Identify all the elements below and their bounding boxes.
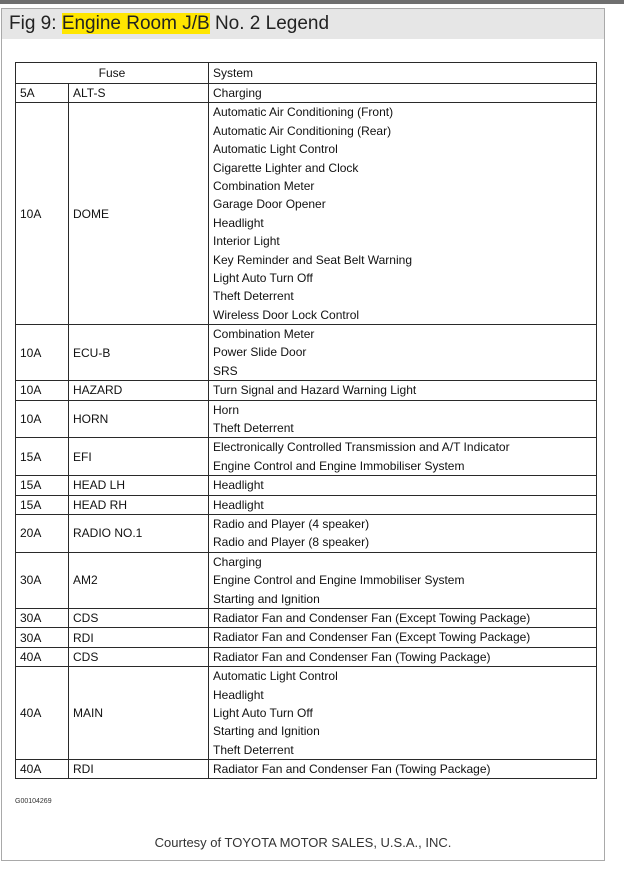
system-item: Radiator Fan and Condenser Fan (Except Towing Package) <box>213 630 531 645</box>
table-row <box>16 495 597 514</box>
system-item: Starting and Ignition <box>213 724 320 739</box>
system-list <box>209 495 597 514</box>
fuse-name: RDI <box>69 760 209 779</box>
table-row <box>16 381 597 400</box>
system-list <box>209 667 597 760</box>
fuse-amperage: 10A <box>16 381 69 400</box>
system-item: Radio and Player (4 speaker) <box>213 516 370 531</box>
table-row <box>16 514 597 552</box>
top-bar <box>0 0 624 4</box>
figure-title-highlight: Engine Room J/B <box>61 13 210 34</box>
system-item: Headlight <box>213 687 264 702</box>
fuse-amperage: 10A <box>16 325 69 381</box>
system-list <box>209 760 597 779</box>
system-list <box>209 103 597 325</box>
fuse-amperage: 30A <box>16 608 69 627</box>
system-item: Headlight <box>213 215 264 230</box>
fuse-legend-table <box>15 62 597 779</box>
system-item: Cigarette Lighter and Clock <box>213 160 359 175</box>
system-list <box>209 84 597 103</box>
system-item: Radiator Fan and Condenser Fan (Towing Package) <box>213 762 491 777</box>
system-item: Automatic Light Control <box>213 142 338 157</box>
system-list <box>209 514 597 552</box>
system-list <box>209 628 597 647</box>
figure-title-suffix: No. 2 Legend <box>209 13 330 34</box>
table-row <box>16 476 597 495</box>
table-row <box>16 325 597 381</box>
fuse-amperage: 30A <box>16 628 69 647</box>
fuse-name: CDS <box>69 647 209 666</box>
fuse-name: AM2 <box>69 552 209 608</box>
system-item: Light Auto Turn Off <box>213 270 313 285</box>
system-item: Engine Control and Engine Immobiliser System <box>213 458 465 473</box>
figure-title <box>2 9 604 39</box>
system-list <box>209 325 597 381</box>
fuse-amperage: 10A <box>16 400 69 438</box>
fuse-amperage: 10A <box>16 103 69 325</box>
fuse-name: HEAD RH <box>69 495 209 514</box>
table-header-row <box>16 63 597 84</box>
table-row <box>16 400 597 438</box>
fuse-amperage: 30A <box>16 552 69 608</box>
system-item: SRS <box>213 363 238 378</box>
system-item: Radiator Fan and Condenser Fan (Except Towing Package) <box>213 610 531 625</box>
system-item: Electronically Controlled Transmission and A/T Indicator <box>213 440 510 455</box>
system-item: Charging <box>213 86 262 100</box>
system-list <box>209 647 597 666</box>
system-item: Key Reminder and Seat Belt Warning <box>213 252 412 267</box>
figure-title-prefix: Fig 9: <box>9 13 62 34</box>
fuse-name: EFI <box>69 438 209 476</box>
system-item: Radiator Fan and Condenser Fan (Towing Package) <box>213 649 491 664</box>
table-row <box>16 628 597 647</box>
fuse-amperage: 40A <box>16 667 69 760</box>
fuse-name: HAZARD <box>69 381 209 400</box>
table-body <box>16 84 597 779</box>
system-item: Power Slide Door <box>213 345 307 360</box>
courtesy-credit: Courtesy of TOYOTA MOTOR SALES, U.S.A., INC. <box>154 835 452 850</box>
system-list <box>209 381 597 400</box>
table-row <box>16 84 597 103</box>
fuse-name: RDI <box>69 628 209 647</box>
document-id: G00104269 <box>15 798 52 805</box>
system-item: Charging <box>213 554 262 569</box>
fuse-name: MAIN <box>69 667 209 760</box>
table-row <box>16 438 597 476</box>
fuse-amperage: 5A <box>16 84 69 103</box>
system-item: Theft Deterrent <box>213 289 294 304</box>
fuse-column-header: Fuse <box>16 63 209 84</box>
fuse-name: RADIO NO.1 <box>69 514 209 552</box>
system-item: Automatic Light Control <box>213 669 338 684</box>
fuse-name: CDS <box>69 608 209 627</box>
fuse-amperage: 15A <box>16 438 69 476</box>
system-item: Interior Light <box>213 234 280 249</box>
fuse-name: ALT-S <box>69 84 209 103</box>
fuse-amperage: 40A <box>16 760 69 779</box>
system-item: Light Auto Turn Off <box>213 705 313 720</box>
system-item: Radio and Player (8 speaker) <box>213 535 370 550</box>
system-list <box>209 400 597 438</box>
system-item: Horn <box>213 402 240 417</box>
system-item: Automatic Air Conditioning (Rear) <box>213 123 392 138</box>
fuse-amperage: 40A <box>16 647 69 666</box>
system-item: Turn Signal and Hazard Warning Light <box>213 383 417 398</box>
system-item: Automatic Air Conditioning (Front) <box>213 105 394 120</box>
fuse-amperage: 20A <box>16 514 69 552</box>
system-item: Starting and Ignition <box>213 591 320 606</box>
fuse-name: ECU-B <box>69 325 209 381</box>
figure-frame <box>1 8 605 861</box>
system-list <box>209 476 597 495</box>
system-item: Headlight <box>213 497 264 512</box>
system-list <box>209 608 597 627</box>
fuse-amperage: 15A <box>16 476 69 495</box>
table-row <box>16 760 597 779</box>
fuse-name: HORN <box>69 400 209 438</box>
system-item: Wireless Door Lock Control <box>213 307 360 322</box>
fuse-name: HEAD LH <box>69 476 209 495</box>
table-row <box>16 647 597 666</box>
system-item: Theft Deterrent <box>213 421 294 436</box>
table-row <box>16 667 597 760</box>
system-item: Combination Meter <box>213 178 315 193</box>
system-list <box>209 438 597 476</box>
system-item: Headlight <box>213 478 264 493</box>
system-column-header: System <box>209 63 597 84</box>
fuse-amperage: 15A <box>16 495 69 514</box>
fuse-name: DOME <box>69 103 209 325</box>
table-row <box>16 608 597 627</box>
system-list <box>209 552 597 608</box>
system-item: Engine Control and Engine Immobiliser System <box>213 573 465 588</box>
table-row <box>16 103 597 325</box>
table-row <box>16 552 597 608</box>
system-item: Combination Meter <box>213 327 315 342</box>
system-item: Garage Door Opener <box>213 197 326 212</box>
system-item: Theft Deterrent <box>213 742 294 757</box>
